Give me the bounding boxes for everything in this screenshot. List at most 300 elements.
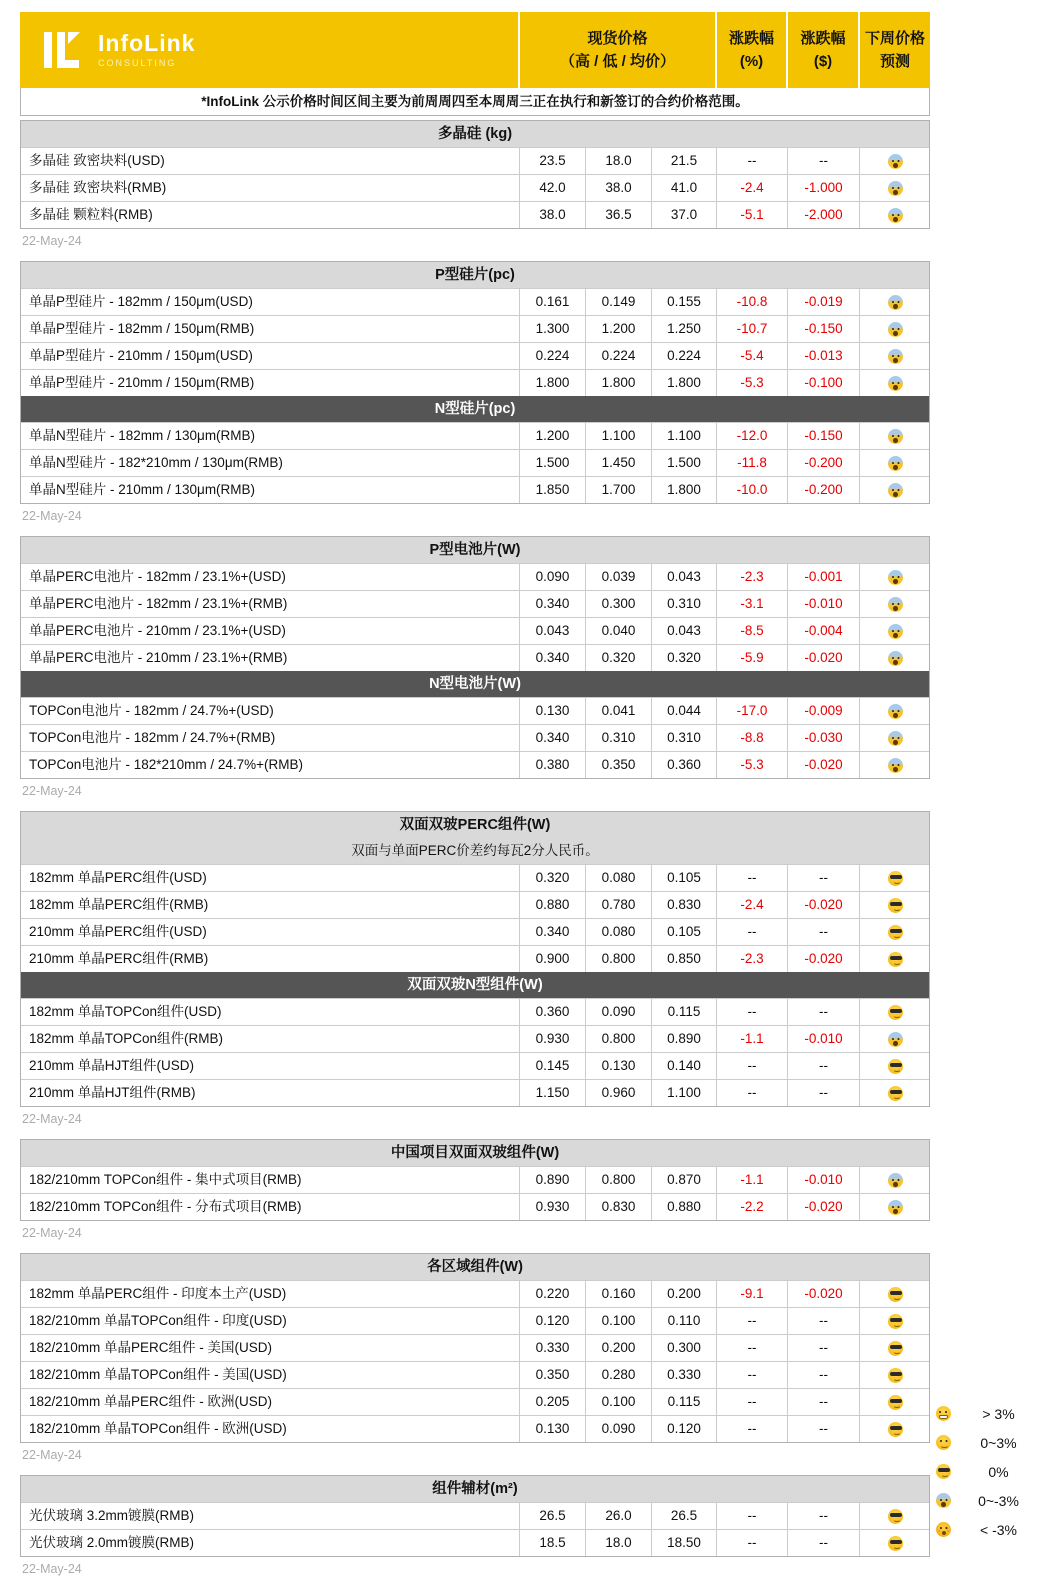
price-avg: 0.360 bbox=[651, 752, 716, 778]
product-label: 182/210mm 单晶TOPCon组件 - 欧洲(USD) bbox=[29, 1421, 287, 1436]
price-high: 0.360 bbox=[519, 999, 585, 1025]
price-high: 18.5 bbox=[519, 1530, 585, 1556]
price-row bbox=[21, 563, 929, 590]
brand-subtitle: CONSULTING bbox=[98, 58, 177, 68]
change-abs: -0.150 bbox=[787, 423, 859, 449]
price-high: 0.043 bbox=[519, 618, 585, 644]
forecast-cell bbox=[859, 1080, 931, 1106]
change-abs: -0.020 bbox=[787, 946, 859, 972]
price-row bbox=[21, 1166, 929, 1193]
price-low: 0.800 bbox=[585, 946, 651, 972]
sunglasses-face-icon bbox=[888, 1005, 903, 1020]
change-abs: -- bbox=[787, 865, 859, 891]
price-avg: 1.250 bbox=[651, 316, 716, 342]
product-label: 210mm 单晶HJT组件(RMB) bbox=[29, 1085, 196, 1100]
price-low: 36.5 bbox=[585, 202, 651, 228]
price-high: 0.380 bbox=[519, 752, 585, 778]
change-abs-title: 涨跌幅 bbox=[800, 30, 846, 47]
section-title: 各区域组件(W) bbox=[21, 1254, 929, 1280]
price-row bbox=[21, 1388, 929, 1415]
price-row bbox=[21, 617, 929, 644]
price-row bbox=[21, 998, 929, 1025]
forecast-title-line2: 预测 bbox=[879, 53, 910, 70]
forecast-cell bbox=[859, 1167, 931, 1193]
column-header-change-abs bbox=[786, 12, 858, 88]
price-high: 0.320 bbox=[519, 865, 585, 891]
price-high: 1.850 bbox=[519, 477, 585, 503]
price-avg: 0.120 bbox=[651, 1416, 716, 1442]
forecast-cell bbox=[859, 999, 931, 1025]
price-avg: 0.310 bbox=[651, 725, 716, 751]
change-pct: -- bbox=[716, 1503, 787, 1529]
price-row bbox=[21, 864, 929, 891]
date-label: 22-May-24 bbox=[22, 1226, 82, 1240]
price-high: 0.880 bbox=[519, 892, 585, 918]
price-low: 0.830 bbox=[585, 1194, 651, 1220]
price-row bbox=[21, 1415, 929, 1442]
column-header-forecast bbox=[858, 12, 930, 88]
price-high: 0.120 bbox=[519, 1308, 585, 1334]
forecast-cell bbox=[859, 1194, 931, 1220]
change-pct: -- bbox=[716, 999, 787, 1025]
price-row bbox=[21, 590, 929, 617]
forecast-cell bbox=[859, 316, 931, 342]
date-label: 22-May-24 bbox=[22, 234, 82, 248]
change-abs: -- bbox=[787, 999, 859, 1025]
screaming-face-icon bbox=[888, 704, 903, 719]
price-high: 0.340 bbox=[519, 725, 585, 751]
price-avg: 1.100 bbox=[651, 1080, 716, 1106]
price-high: 0.340 bbox=[519, 591, 585, 617]
screaming-face-icon bbox=[888, 1200, 903, 1215]
change-pct: -- bbox=[716, 1416, 787, 1442]
product-label: TOPCon电池片 - 182mm / 24.7%+(USD) bbox=[29, 703, 274, 718]
section-title: N型硅片(pc) bbox=[21, 396, 929, 422]
price-row bbox=[21, 1280, 929, 1307]
price-avg: 0.105 bbox=[651, 919, 716, 945]
sunglasses-face-icon bbox=[888, 952, 903, 967]
price-high: 1.800 bbox=[519, 370, 585, 396]
screaming-face-icon bbox=[888, 731, 903, 746]
screaming-face-icon bbox=[888, 651, 903, 666]
screaming-face-icon bbox=[888, 1032, 903, 1047]
product-label: 182mm 单晶TOPCon组件(USD) bbox=[29, 1004, 222, 1019]
product-label: 多晶硅 颗粒料(RMB) bbox=[29, 207, 153, 222]
price-high: 0.890 bbox=[519, 1167, 585, 1193]
price-low: 0.800 bbox=[585, 1026, 651, 1052]
change-abs: -0.020 bbox=[787, 892, 859, 918]
forecast-cell bbox=[859, 1530, 931, 1556]
screaming-face-icon bbox=[888, 456, 903, 471]
price-low: 38.0 bbox=[585, 175, 651, 201]
column-header-change-pct bbox=[715, 12, 786, 88]
price-period-note: *InfoLink 公示价格时间区间主要为前周周四至本周周三正在执行和新签订的合约价格范围。 bbox=[20, 88, 930, 116]
price-row bbox=[21, 644, 929, 671]
price-avg: 0.890 bbox=[651, 1026, 716, 1052]
price-row bbox=[21, 1307, 929, 1334]
price-low: 26.0 bbox=[585, 1503, 651, 1529]
change-abs: -- bbox=[787, 1080, 859, 1106]
price-high: 0.930 bbox=[519, 1026, 585, 1052]
section-title: P型硅片(pc) bbox=[21, 262, 929, 288]
change-abs: -0.150 bbox=[787, 316, 859, 342]
change-pct: -- bbox=[716, 1080, 787, 1106]
price-low: 1.800 bbox=[585, 370, 651, 396]
price-high: 26.5 bbox=[519, 1503, 585, 1529]
product-label: 单晶N型硅片 - 182*210mm / 130μm(RMB) bbox=[29, 455, 283, 470]
date-label: 22-May-24 bbox=[22, 1562, 82, 1576]
change-abs: -- bbox=[787, 1362, 859, 1388]
price-low: 1.100 bbox=[585, 423, 651, 449]
change-abs-unit: ($) bbox=[813, 53, 833, 70]
screaming-face-icon bbox=[888, 208, 903, 223]
price-avg: 0.110 bbox=[651, 1308, 716, 1334]
price-avg: 18.50 bbox=[651, 1530, 716, 1556]
change-abs: -- bbox=[787, 1503, 859, 1529]
price-row bbox=[21, 945, 929, 972]
price-row bbox=[21, 1025, 929, 1052]
change-abs: -0.010 bbox=[787, 1167, 859, 1193]
change-abs: -- bbox=[787, 1530, 859, 1556]
price-high: 38.0 bbox=[519, 202, 585, 228]
product-label: 单晶P型硅片 - 210mm / 150μm(USD) bbox=[29, 348, 253, 363]
brand-text bbox=[98, 32, 195, 68]
product-label: 182/210mm TOPCon组件 - 分布式项目(RMB) bbox=[29, 1199, 302, 1214]
change-pct: -1.1 bbox=[716, 1167, 787, 1193]
price-high: 23.5 bbox=[519, 148, 585, 174]
price-low: 0.320 bbox=[585, 645, 651, 671]
legend-item bbox=[936, 1486, 1046, 1515]
change-pct: -- bbox=[716, 1308, 787, 1334]
price-high: 1.150 bbox=[519, 1080, 585, 1106]
date-label: 22-May-24 bbox=[22, 1112, 82, 1126]
smiling-face-icon bbox=[936, 1435, 951, 1450]
price-avg: 37.0 bbox=[651, 202, 716, 228]
price-avg: 0.043 bbox=[651, 564, 716, 590]
product-label: 182mm 单晶TOPCon组件(RMB) bbox=[29, 1031, 224, 1046]
price-row bbox=[21, 1334, 929, 1361]
change-abs: -2.000 bbox=[787, 202, 859, 228]
price-low: 0.039 bbox=[585, 564, 651, 590]
price-avg: 0.850 bbox=[651, 946, 716, 972]
sunglasses-face-icon bbox=[888, 925, 903, 940]
change-abs: -- bbox=[787, 1335, 859, 1361]
change-pct: -17.0 bbox=[716, 698, 787, 724]
price-low: 0.149 bbox=[585, 289, 651, 315]
change-abs: -- bbox=[787, 919, 859, 945]
forecast-cell bbox=[859, 865, 931, 891]
forecast-cell bbox=[859, 892, 931, 918]
price-high: 0.340 bbox=[519, 919, 585, 945]
change-pct: -- bbox=[716, 148, 787, 174]
price-low: 18.0 bbox=[585, 148, 651, 174]
price-row bbox=[21, 1079, 929, 1106]
price-high: 0.130 bbox=[519, 698, 585, 724]
legend-item bbox=[936, 1428, 1046, 1457]
price-row bbox=[21, 1529, 929, 1556]
product-label: 182mm 单晶PERC组件(USD) bbox=[29, 870, 207, 885]
forecast-cell bbox=[859, 919, 931, 945]
price-group bbox=[20, 261, 930, 528]
price-row bbox=[21, 751, 929, 778]
section-subtitle: 双面与单面PERC价差约每瓦2分人民币。 bbox=[21, 838, 929, 864]
legend-label: < -3% bbox=[980, 1521, 1017, 1538]
price-low: 0.080 bbox=[585, 919, 651, 945]
price-low: 0.200 bbox=[585, 1335, 651, 1361]
price-group bbox=[20, 1475, 930, 1581]
price-groups bbox=[20, 120, 930, 1581]
price-group bbox=[20, 1139, 930, 1245]
section-title: N型电池片(W) bbox=[21, 671, 929, 697]
price-avg: 0.320 bbox=[651, 645, 716, 671]
change-pct: -11.8 bbox=[716, 450, 787, 476]
grinning-face-icon bbox=[936, 1406, 951, 1421]
table-header bbox=[20, 12, 930, 88]
price-high: 42.0 bbox=[519, 175, 585, 201]
price-avg: 0.155 bbox=[651, 289, 716, 315]
price-low: 0.224 bbox=[585, 343, 651, 369]
section-title: 中国项目双面双玻组件(W) bbox=[21, 1140, 929, 1166]
price-avg: 1.800 bbox=[651, 370, 716, 396]
forecast-cell bbox=[859, 1416, 931, 1442]
product-label: 单晶PERC电池片 - 182mm / 23.1%+(RMB) bbox=[29, 596, 288, 611]
product-label: 光伏玻璃 3.2mm镀膜(RMB) bbox=[29, 1508, 194, 1523]
legend-item bbox=[936, 1515, 1046, 1544]
change-abs: -0.020 bbox=[787, 752, 859, 778]
price-row bbox=[21, 1361, 929, 1388]
product-label: 182/210mm TOPCon组件 - 集中式项目(RMB) bbox=[29, 1172, 302, 1187]
change-abs: -1.000 bbox=[787, 175, 859, 201]
change-pct: -5.9 bbox=[716, 645, 787, 671]
price-avg: 1.100 bbox=[651, 423, 716, 449]
screaming-face-icon bbox=[936, 1493, 951, 1508]
price-avg: 0.310 bbox=[651, 591, 716, 617]
product-label: 单晶P型硅片 - 210mm / 150μm(RMB) bbox=[29, 375, 255, 390]
screaming-face-icon bbox=[888, 624, 903, 639]
price-avg: 0.870 bbox=[651, 1167, 716, 1193]
price-low: 0.100 bbox=[585, 1389, 651, 1415]
product-label: 单晶PERC电池片 - 182mm / 23.1%+(USD) bbox=[29, 569, 286, 584]
price-avg: 0.115 bbox=[651, 1389, 716, 1415]
change-pct: -2.4 bbox=[716, 892, 787, 918]
price-high: 0.330 bbox=[519, 1335, 585, 1361]
section-title: 双面双玻PERC组件(W) bbox=[21, 812, 929, 838]
price-row bbox=[21, 422, 929, 449]
price-avg: 41.0 bbox=[651, 175, 716, 201]
forecast-cell bbox=[859, 725, 931, 751]
change-pct-unit: (%) bbox=[739, 53, 764, 70]
screaming-face-icon bbox=[888, 295, 903, 310]
change-abs: -0.010 bbox=[787, 1026, 859, 1052]
change-pct: -5.3 bbox=[716, 370, 787, 396]
price-low: 18.0 bbox=[585, 1530, 651, 1556]
legend-label: 0% bbox=[988, 1463, 1009, 1480]
price-row bbox=[21, 288, 929, 315]
screaming-face-icon bbox=[888, 181, 903, 196]
change-abs: -0.019 bbox=[787, 289, 859, 315]
price-low: 0.960 bbox=[585, 1080, 651, 1106]
price-low: 1.450 bbox=[585, 450, 651, 476]
price-avg: 0.105 bbox=[651, 865, 716, 891]
change-abs: -- bbox=[787, 148, 859, 174]
legend-label: > 3% bbox=[982, 1405, 1015, 1422]
change-abs: -0.010 bbox=[787, 591, 859, 617]
sunglasses-face-icon bbox=[936, 1464, 951, 1479]
change-pct: -5.3 bbox=[716, 752, 787, 778]
product-label: 单晶P型硅片 - 182mm / 150μm(RMB) bbox=[29, 321, 255, 336]
sunglasses-face-icon bbox=[888, 898, 903, 913]
price-avg: 1.500 bbox=[651, 450, 716, 476]
price-row bbox=[21, 697, 929, 724]
section-block bbox=[20, 1475, 930, 1557]
screaming-face-icon bbox=[888, 758, 903, 773]
change-pct: -8.8 bbox=[716, 725, 787, 751]
screaming-face-icon bbox=[888, 429, 903, 444]
section-block bbox=[20, 1139, 930, 1221]
price-low: 0.080 bbox=[585, 865, 651, 891]
price-high: 0.090 bbox=[519, 564, 585, 590]
section-title: 双面双玻N型组件(W) bbox=[21, 972, 929, 998]
price-row bbox=[21, 1502, 929, 1529]
price-row bbox=[21, 891, 929, 918]
price-group bbox=[20, 120, 930, 253]
spot-price-subtitle: （高 / 低 / 均价） bbox=[559, 53, 675, 70]
price-row bbox=[21, 342, 929, 369]
price-high: 0.350 bbox=[519, 1362, 585, 1388]
legend-item bbox=[936, 1399, 1046, 1428]
forecast-cell bbox=[859, 423, 931, 449]
change-pct: -2.3 bbox=[716, 946, 787, 972]
change-pct: -3.1 bbox=[716, 591, 787, 617]
product-label: TOPCon电池片 - 182*210mm / 24.7%+(RMB) bbox=[29, 757, 303, 772]
change-pct: -12.0 bbox=[716, 423, 787, 449]
price-group bbox=[20, 811, 930, 1131]
section-title: P型电池片(W) bbox=[21, 537, 929, 563]
sunglasses-face-icon bbox=[888, 1536, 903, 1551]
section-block bbox=[20, 536, 930, 779]
change-pct: -10.0 bbox=[716, 477, 787, 503]
price-low: 0.350 bbox=[585, 752, 651, 778]
forecast-title-line1: 下周价格 bbox=[864, 30, 925, 47]
forecast-cell bbox=[859, 175, 931, 201]
legend-label: 0~3% bbox=[980, 1434, 1017, 1451]
price-high: 1.300 bbox=[519, 316, 585, 342]
forecast-cell bbox=[859, 1362, 931, 1388]
price-low: 0.160 bbox=[585, 1281, 651, 1307]
screaming-face-icon bbox=[888, 376, 903, 391]
forecast-cell bbox=[859, 450, 931, 476]
change-abs: -- bbox=[787, 1053, 859, 1079]
price-high: 0.220 bbox=[519, 1281, 585, 1307]
price-high: 0.130 bbox=[519, 1416, 585, 1442]
forecast-cell bbox=[859, 564, 931, 590]
product-label: 光伏玻璃 2.0mm镀膜(RMB) bbox=[29, 1535, 194, 1550]
product-label: 单晶N型硅片 - 182mm / 130μm(RMB) bbox=[29, 428, 256, 443]
price-group bbox=[20, 1253, 930, 1467]
price-row bbox=[21, 449, 929, 476]
price-avg: 0.330 bbox=[651, 1362, 716, 1388]
change-pct: -- bbox=[716, 1362, 787, 1388]
price-avg: 0.115 bbox=[651, 999, 716, 1025]
price-avg: 26.5 bbox=[651, 1503, 716, 1529]
product-label: 210mm 单晶PERC组件(USD) bbox=[29, 924, 207, 939]
date-label: 22-May-24 bbox=[22, 509, 82, 523]
price-low: 0.040 bbox=[585, 618, 651, 644]
forecast-cell bbox=[859, 477, 931, 503]
section-block bbox=[20, 120, 930, 229]
price-high: 0.930 bbox=[519, 1194, 585, 1220]
product-label: 182/210mm 单晶PERC组件 - 美国(USD) bbox=[29, 1340, 273, 1355]
price-row bbox=[21, 147, 929, 174]
forecast-cell bbox=[859, 1308, 931, 1334]
price-low: 1.700 bbox=[585, 477, 651, 503]
change-abs: -0.020 bbox=[787, 645, 859, 671]
price-avg: 0.224 bbox=[651, 343, 716, 369]
price-row bbox=[21, 1193, 929, 1220]
price-avg: 1.800 bbox=[651, 477, 716, 503]
change-pct: -5.4 bbox=[716, 343, 787, 369]
price-row bbox=[21, 476, 929, 503]
change-abs: -0.004 bbox=[787, 618, 859, 644]
price-high: 1.200 bbox=[519, 423, 585, 449]
date-label: 22-May-24 bbox=[22, 784, 82, 798]
forecast-cell bbox=[859, 343, 931, 369]
price-group bbox=[20, 536, 930, 803]
brand-name: InfoLink bbox=[98, 30, 196, 56]
sunglasses-face-icon bbox=[888, 1341, 903, 1356]
screaming-face-icon bbox=[888, 322, 903, 337]
change-abs: -0.200 bbox=[787, 477, 859, 503]
forecast-cell bbox=[859, 698, 931, 724]
change-pct: -10.8 bbox=[716, 289, 787, 315]
price-row bbox=[21, 724, 929, 751]
product-label: 单晶PERC电池片 - 210mm / 23.1%+(USD) bbox=[29, 623, 286, 638]
price-low: 0.310 bbox=[585, 725, 651, 751]
change-abs: -0.013 bbox=[787, 343, 859, 369]
price-avg: 0.044 bbox=[651, 698, 716, 724]
price-avg: 0.300 bbox=[651, 1335, 716, 1361]
change-pct: -2.2 bbox=[716, 1194, 787, 1220]
product-label: 210mm 单晶HJT组件(USD) bbox=[29, 1058, 195, 1073]
legend-item bbox=[936, 1457, 1046, 1486]
product-label: 单晶N型硅片 - 210mm / 130μm(RMB) bbox=[29, 482, 256, 497]
change-abs: -0.020 bbox=[787, 1194, 859, 1220]
change-pct: -10.7 bbox=[716, 316, 787, 342]
price-high: 0.340 bbox=[519, 645, 585, 671]
section-title: 多晶硅 (kg) bbox=[21, 121, 929, 147]
sunglasses-face-icon bbox=[888, 1287, 903, 1302]
price-avg: 0.043 bbox=[651, 618, 716, 644]
price-low: 1.200 bbox=[585, 316, 651, 342]
product-label: 210mm 单晶PERC组件(RMB) bbox=[29, 951, 209, 966]
product-label: TOPCon电池片 - 182mm / 24.7%+(RMB) bbox=[29, 730, 276, 745]
forecast-cell bbox=[859, 289, 931, 315]
change-pct: -- bbox=[716, 865, 787, 891]
price-low: 0.090 bbox=[585, 1416, 651, 1442]
change-pct: -5.1 bbox=[716, 202, 787, 228]
change-pct: -2.4 bbox=[716, 175, 787, 201]
change-abs: -0.020 bbox=[787, 1281, 859, 1307]
price-avg: 0.880 bbox=[651, 1194, 716, 1220]
change-pct: -- bbox=[716, 1053, 787, 1079]
forecast-cell bbox=[859, 752, 931, 778]
confounded-face-icon bbox=[936, 1522, 951, 1537]
product-label: 多晶硅 致密块料(RMB) bbox=[29, 180, 167, 195]
section-block bbox=[20, 261, 930, 504]
product-label: 多晶硅 致密块料(USD) bbox=[29, 153, 165, 168]
change-abs: -0.030 bbox=[787, 725, 859, 751]
price-low: 0.780 bbox=[585, 892, 651, 918]
